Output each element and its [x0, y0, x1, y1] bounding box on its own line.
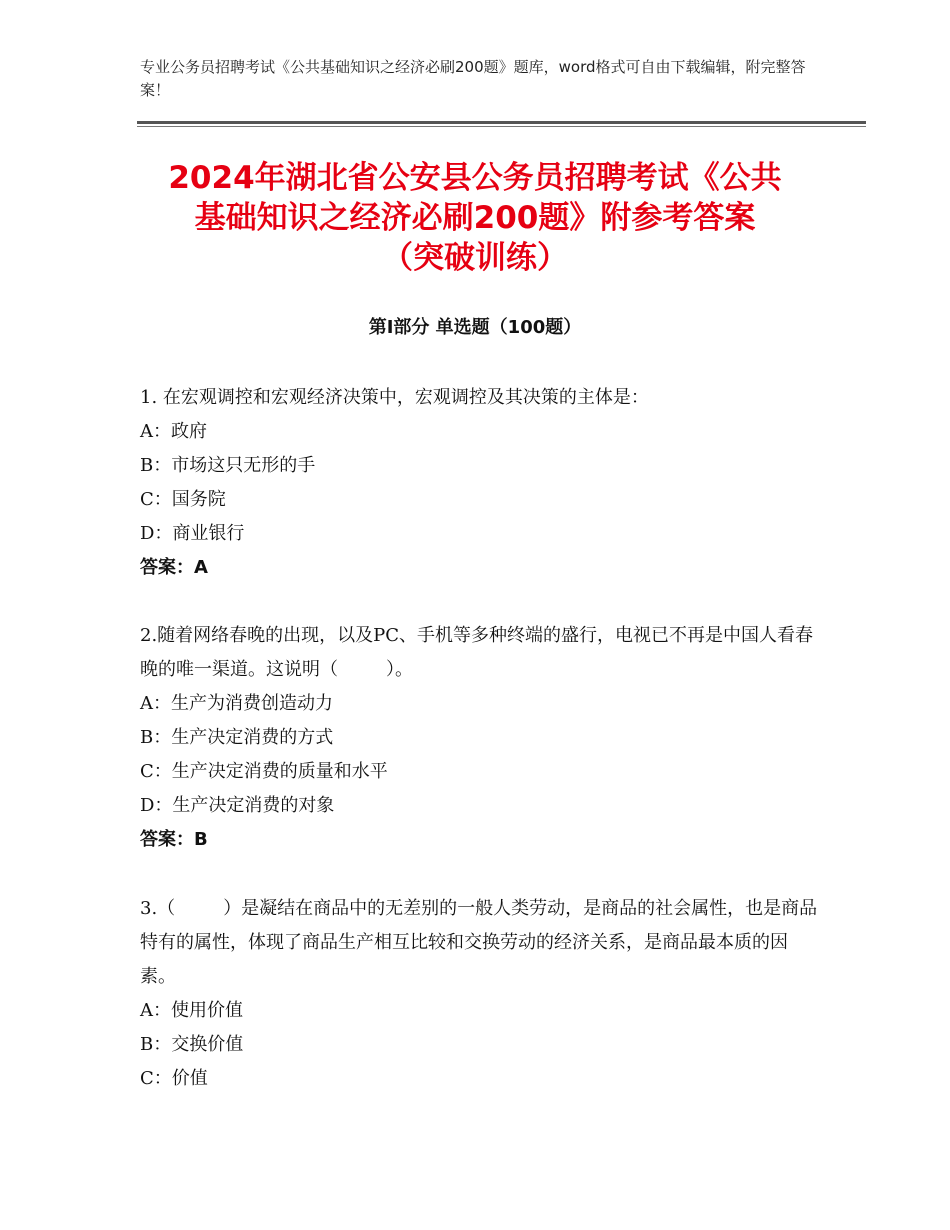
answer: 答案：A	[140, 557, 208, 578]
question-2	[140, 619, 820, 857]
option-a: A：政府	[140, 421, 207, 442]
stem-text-after-blank: ）。	[386, 659, 413, 680]
answer: 答案：B	[140, 829, 208, 850]
option-a: A：使用价值	[140, 1000, 243, 1021]
header-divider-thick	[137, 121, 866, 124]
stem-text-before-blank: 3.（	[140, 898, 176, 919]
option-a: A：生产为消费创造动力	[140, 693, 333, 714]
question-stem	[140, 892, 820, 994]
header-divider-thin	[137, 126, 866, 127]
title-line-2: 基础知识之经济必刷200题》附参考答案	[194, 200, 756, 236]
section-heading: 第Ⅰ部分 单选题（100题）	[368, 317, 582, 338]
stem-text-after-blank: ）是凝结在商品中的无差别的一般人类劳动，是商品的社会属性，也是商品特有的属性，体现了商品生产相互比较和交换劳动的经济关系，是商品最本质的因素。	[140, 898, 818, 987]
title-line-3: （突破训练）	[382, 240, 568, 276]
option-b: B：交换价值	[140, 1034, 244, 1055]
option-d: D：生产决定消费的对象	[140, 795, 335, 816]
question-3	[140, 892, 820, 1096]
question-stem: 1. 在宏观调控和宏观经济决策中，宏观调控及其决策的主体是：	[140, 387, 649, 408]
title-line-1: 2024年湖北省公安县公务员招聘考试《公共	[168, 160, 782, 196]
stem-text-before-blank: 2.随着网络春晚的出现，以及PC、手机等多种终端的盛行，电视已不再是中国人看春晚的唯一渠道。这说明（	[140, 625, 814, 680]
question-1	[140, 381, 820, 585]
option-c: C：生产决定消费的质量和水平	[140, 761, 388, 782]
option-c: C：国务院	[140, 489, 226, 510]
question-stem	[140, 619, 820, 687]
header-note: 专业公务员招聘考试《公共基础知识之经济必刷200题》题库，word格式可自由下载编辑，附完整答案！	[140, 58, 806, 99]
option-d: D：商业银行	[140, 523, 245, 544]
document-title	[110, 158, 840, 278]
option-c: C：价值	[140, 1068, 208, 1089]
option-b: B：生产决定消费的方式	[140, 727, 334, 748]
option-b: B：市场这只无形的手	[140, 455, 316, 476]
